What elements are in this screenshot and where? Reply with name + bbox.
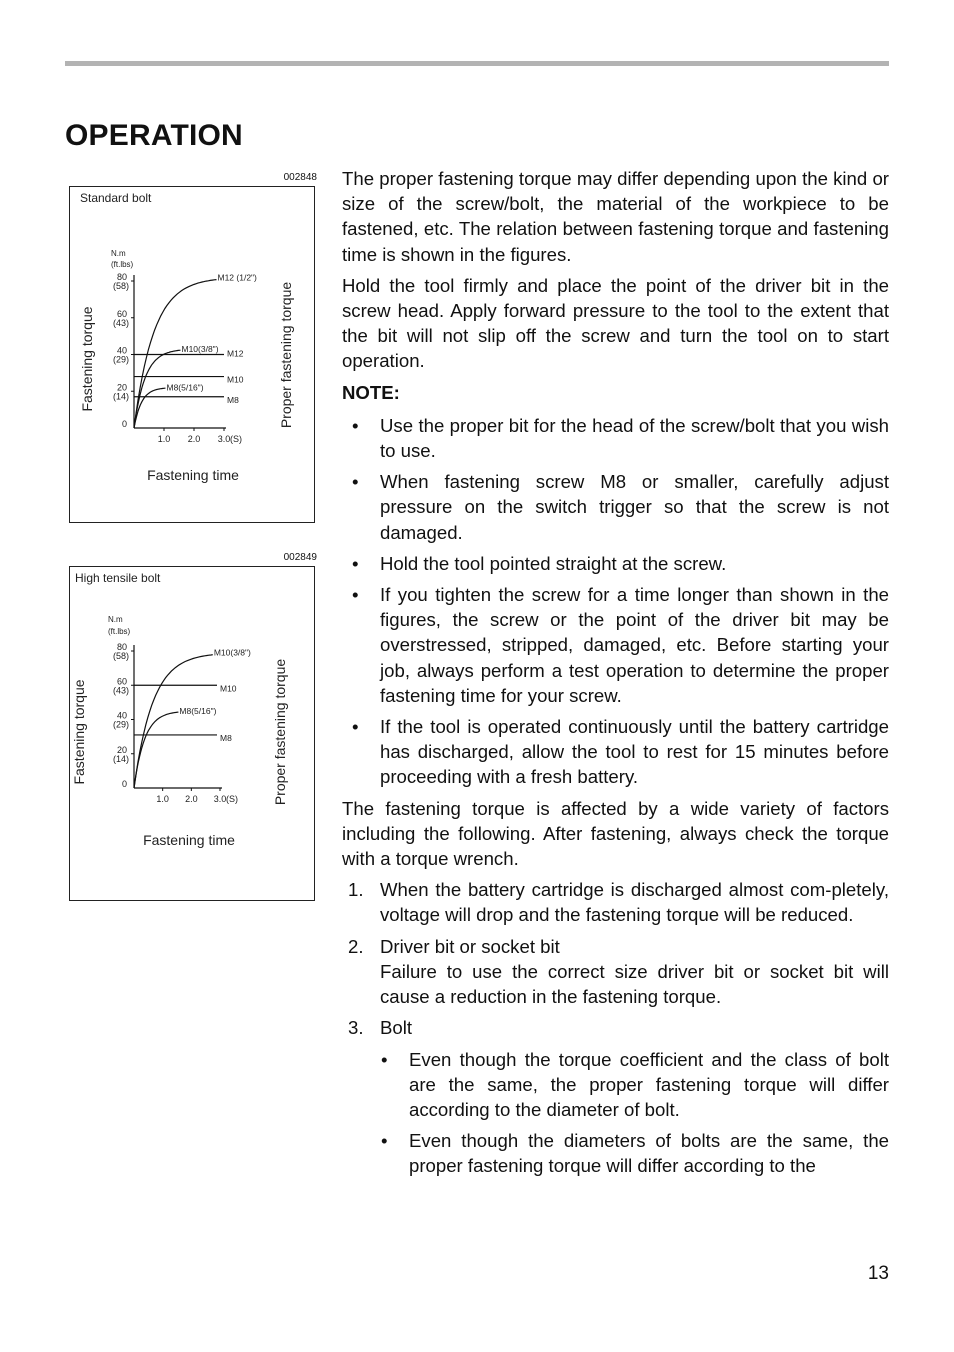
- y-tick-label-ftlbs: (14): [112, 753, 129, 764]
- chart-caption: High tensile bolt: [75, 571, 161, 585]
- factor-number: 2.: [348, 935, 364, 957]
- note-item: • Use the proper bit for the head of the screw/bolt that you wish to use.: [352, 414, 889, 462]
- torque-curve: [134, 655, 213, 788]
- y-tick-label-ftlbs: (43): [112, 317, 129, 328]
- curve-label: M8(5/16"): [166, 382, 204, 393]
- sub-item: • Even though the torque coefficient and the class of bolt are the same, the proper fastening torque will differ according to the diameter of bolt.: [381, 1048, 889, 1120]
- sub-item: • Even though the diameters of bolts are the same, the proper fastening torque will differ according to the: [381, 1130, 889, 1177]
- x-unit-label: (S): [230, 434, 242, 444]
- y-tick-label-ftlbs: (58): [112, 281, 129, 291]
- body-text-column: [342, 166, 889, 1185]
- y-tick-label: 0: [121, 779, 127, 789]
- y-axis-label: Fastening torque: [71, 679, 87, 785]
- x-axis-label: Fastening time: [143, 832, 235, 848]
- torque-chart-high-tensile-bolt: [69, 566, 315, 901]
- note-text: If the tool is operated continuously until the battery cartridge has discharged, allow the tool to rest for 15 minutes before proceeding with a fresh battery.: [380, 716, 889, 788]
- x-tick-label: 1.0: [156, 794, 169, 804]
- top-rule: [65, 61, 889, 66]
- y-tick-label: 80: [116, 272, 127, 282]
- x-tick-label: 3.0: [217, 434, 231, 444]
- note-item: • If you tighten the screw for a time longer than shown in the figures, the screw or the point of the driver bit may be overstressed, stripped, damaged, etc. Before starting your job, always perform a test operation to determine the proper fastening time for your screw.: [352, 584, 889, 706]
- y-tick-label-ftlbs: (43): [112, 685, 129, 696]
- intro-paragraph: Hold the tool firmly and place the point of the driver bit in the screw head. Apply forward pressure to the tool to the extent that the bit will not slip off the screw and turn the tool on to start operation.: [342, 274, 889, 372]
- factor-text: When the battery cartridge is discharged almost com-pletely, voltage will drop and the fastening torque will be reduced.: [380, 879, 889, 926]
- note-item: • When fastening screw M8 or smaller, carefully adjust pressure on the switch trigger so that the screw is not damaged.: [352, 471, 889, 543]
- factor-item: [342, 934, 889, 1010]
- y-tick-label-ftlbs: (29): [112, 719, 129, 730]
- torque-curve: [134, 712, 178, 788]
- y-tick-label: 80: [116, 642, 127, 652]
- unit-label: N.m: [111, 249, 126, 258]
- page-number: 13: [867, 1263, 889, 1284]
- note-text: Use the proper bit for the head of the screw/bolt that you wish to use.: [380, 414, 889, 462]
- x-tick-label: 2.0: [185, 794, 198, 804]
- note-text: Hold the tool pointed straight at the screw.: [380, 552, 727, 574]
- curve-label: M10(3/8"): [181, 343, 219, 354]
- note-item: • Hold the tool pointed straight at the screw.: [352, 552, 727, 574]
- note-item: • If the tool is operated continuously until the battery cartridge has discharged, allow the tool to rest for 15 minutes before proceeding with a fresh battery.: [352, 716, 889, 788]
- factor-item: [342, 1015, 889, 1178]
- proper-torque-label: M10: [220, 683, 237, 694]
- note-list: [342, 413, 889, 790]
- proper-torque-label: M8: [227, 394, 239, 405]
- x-tick-label: 3.0: [213, 794, 227, 804]
- right-axis-label: Proper fastening torque: [272, 658, 288, 806]
- proper-torque-label: M8: [220, 732, 232, 743]
- y-tick-label: 60: [116, 308, 127, 319]
- curve-label: M10(3/8"): [213, 647, 251, 658]
- figure-code: 002849: [283, 552, 317, 563]
- proper-torque-label: M12: [227, 348, 244, 359]
- factor-item: [342, 877, 889, 927]
- y-tick-label: 0: [121, 419, 127, 429]
- intro-paragraph: The proper fastening torque may differ depending upon the kind or size of the screw/bolt, the material of the workpiece to be fastened, etc. The relation between fastening torque and fastening time is shown in the figures.: [342, 168, 889, 265]
- note-text: If you tighten the screw for a time longer than shown in the figures, the screw or the point of the driver bit may be overstressed, stripped, damaged, etc. Before starting your job, always perform a test operation to determine the proper fastening time for your screw.: [380, 584, 889, 706]
- x-axis-label: Fastening time: [147, 467, 239, 483]
- y-tick-label-ftlbs: (14): [112, 391, 129, 402]
- chart-svg: [70, 187, 316, 524]
- right-axis-label: Proper fastening torque: [278, 281, 294, 429]
- curve-label: M8(5/16"): [179, 705, 217, 716]
- factor-number: 3.: [348, 1017, 364, 1039]
- factor-number: 1.: [348, 879, 364, 901]
- sub-text: Even though the torque coefficient and the class of bolt are the same, the proper fastening torque will differ according to the diameter of bolt.: [409, 1048, 889, 1120]
- y-tick-label-ftlbs: (58): [112, 651, 129, 661]
- y-tick-label: 20: [116, 382, 127, 393]
- note-title: NOTE:: [342, 381, 400, 403]
- y-tick-label: 60: [116, 676, 127, 687]
- unit-label: (ft.lbs): [111, 260, 134, 269]
- factor-title: Bolt: [380, 1017, 413, 1039]
- y-tick-label-ftlbs: (29): [112, 354, 129, 365]
- x-tick-label: 2.0: [187, 434, 201, 444]
- factor-title: Driver bit or socket bit: [380, 935, 560, 957]
- page-title: OPERATION: [65, 119, 243, 152]
- y-axis-label: Fastening torque: [79, 306, 95, 412]
- curve-label: M12 (1/2"): [217, 272, 257, 283]
- figure-code: 002848: [283, 172, 317, 183]
- factors-intro: The fastening torque is affected by a wide variety of factors including the following. After fastening, always check the torque with a torque wrench.: [342, 797, 889, 870]
- note-text: When fastening screw M8 or smaller, carefully adjust pressure on the switch trigger so that the screw is not damaged.: [380, 471, 889, 543]
- chart-caption: Standard bolt: [80, 191, 152, 205]
- unit-label: (ft.lbs): [108, 627, 131, 636]
- factor-text: Failure to use the correct size driver bit or socket bit will cause a reduction in the fastening torque.: [380, 960, 889, 1008]
- bolt-sub-list: [380, 1047, 889, 1179]
- y-tick-label: 40: [116, 345, 127, 356]
- sub-text: Even though the diameters of bolts are the same, the proper fastening torque will differ according to the: [409, 1130, 889, 1177]
- proper-torque-label: M10: [227, 374, 244, 385]
- torque-chart-standard-bolt: [69, 186, 315, 523]
- y-tick-label: 40: [116, 710, 127, 721]
- chart-svg: [70, 567, 316, 902]
- x-unit-label: (S): [226, 794, 238, 804]
- unit-label: N.m: [108, 615, 123, 624]
- x-tick-label: 1.0: [157, 434, 171, 444]
- y-tick-label: 20: [116, 744, 127, 755]
- factors-list: [342, 877, 889, 1178]
